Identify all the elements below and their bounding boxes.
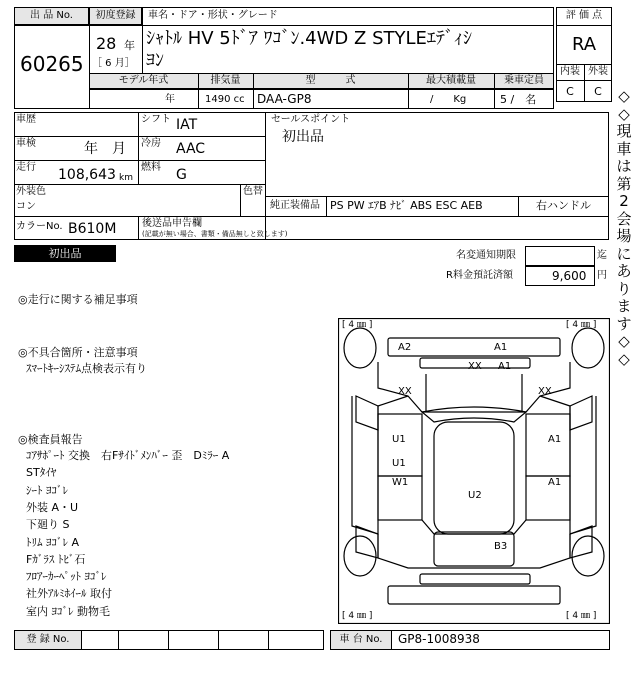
tire-front-left: [344, 328, 376, 368]
sales-point-value: 初出品: [282, 129, 324, 145]
fuel-value: G: [176, 167, 187, 183]
type-value: DAA-GP8: [257, 92, 312, 106]
tire-front-right-label: [ 4 ㎜ ]: [566, 320, 597, 330]
side-char: 車: [616, 139, 632, 158]
recycle-unit: 円: [597, 270, 607, 281]
name-change-label: 名変通知期限: [456, 250, 516, 261]
car-name-line1: ｼｬﾄﾙ HV 5ﾄﾞｱ ﾜｺﾞﾝ.4WD Z STYLEｴﾃﾞｨｼ: [146, 28, 472, 49]
ext-color-value: コン: [16, 201, 36, 212]
mileage-unit: km: [119, 173, 133, 183]
capacity: 5 / 名: [500, 93, 537, 106]
name-change-unit: 迄: [597, 250, 607, 261]
side-notice: [613, 88, 635, 368]
first-reg-year: 28: [96, 34, 117, 53]
mark-left-rear-door-1: U1: [392, 458, 406, 469]
inspector-title: ◎検査員報告: [18, 433, 83, 446]
driving-title: ◎走行に関する補足事項: [18, 293, 138, 306]
model-year-label: モデル年式: [118, 75, 169, 86]
rear-garnish: [420, 574, 530, 584]
equipment-label: 純正装備品: [270, 200, 320, 211]
mark-back: B3: [494, 541, 508, 552]
history-label: 車歴: [16, 114, 36, 125]
side-char: 場: [616, 227, 632, 245]
inspector-line: ﾌﾛｱｰｶｰﾍﾟｯﾄ ﾖｺﾞﾚ: [26, 570, 107, 584]
capacity-label: 乗車定員: [504, 75, 544, 86]
interior-score: C: [566, 85, 574, 98]
rear-bumper: [388, 586, 560, 604]
defects-title: ◎不具合箇所・注意事項: [18, 346, 138, 359]
mark-front-bumper-a1: A1: [494, 342, 508, 353]
max-load: / Kg: [430, 94, 467, 105]
year-unit: 年: [124, 39, 135, 52]
equipment-value: PS PW ｴｱB ﾅﾋﾞ ABS ESC AEB: [330, 199, 483, 212]
shift-label: シフト: [141, 114, 171, 125]
left-front-fender: [356, 396, 378, 430]
mileage-label: 走行: [16, 162, 36, 173]
color-no-label: カラーNo.: [16, 221, 63, 232]
inspector-line: Fｶﾞﾗｽ ﾄﾋﾞ石: [26, 552, 86, 566]
side-char: ◇: [618, 349, 630, 368]
tire-rear-left-label: [ 4 ㎜ ]: [342, 611, 373, 621]
rating-label: 評 価 点: [565, 10, 603, 21]
inspector-line: STﾀｲﾔ: [26, 466, 57, 480]
mark-bonnet-xx: XX: [468, 361, 482, 372]
lot-no: 60265: [20, 52, 84, 76]
displacement: 1490 cc: [205, 94, 245, 105]
exterior-score: C: [594, 85, 602, 98]
mark-roof: U2: [468, 490, 482, 501]
inspection-value: 年 月: [84, 141, 126, 157]
tire-front-right: [572, 328, 604, 368]
displacement-label: 排気量: [210, 75, 241, 86]
color-change-label: 色替: [243, 186, 263, 197]
rating-value: RA: [571, 34, 597, 55]
inspector-line: 外装 A・U: [26, 500, 79, 514]
right-front-fender: [570, 396, 592, 430]
first-reg-label: 初度登録: [95, 10, 136, 21]
roof: [434, 422, 514, 534]
mark-left-front-door: U1: [392, 434, 406, 445]
inspector-line: ﾄﾘﾑ ﾖｺﾞﾚ A: [26, 535, 80, 549]
inspector-line: 社外ｱﾙﾐﾎｲｰﾙ 取付: [26, 587, 112, 601]
chassis-no: GP8-1008938: [398, 632, 480, 646]
reg-no-label: 登 録 No.: [26, 634, 70, 645]
side-char: は: [616, 157, 632, 175]
chassis-label: 車 台 No.: [339, 634, 383, 645]
exterior-label: 外装: [588, 66, 608, 77]
mark-bonnet-a1: A1: [498, 361, 512, 372]
recycle-label: R料金預託済額: [446, 270, 513, 281]
tire-rear-right-label: [ 4 ㎜ ]: [566, 611, 597, 621]
mark-right-front-door: A1: [548, 434, 562, 445]
inspector-line: ｼｰﾄ ﾖｺﾞﾚ: [26, 483, 68, 497]
name-change-box: [525, 246, 595, 266]
car-name-line2: ﾖﾝ: [146, 50, 164, 71]
interior-label: 内装: [560, 66, 580, 77]
inspector-line: 室内 ﾖｺﾞﾚ 動物毛: [26, 604, 110, 618]
mark-left-rear-door-2: W1: [392, 477, 409, 488]
ac-label: 冷房: [141, 138, 161, 149]
car-diagram: [338, 318, 610, 624]
side-char: 現: [616, 122, 632, 140]
first-listing-text: 初出品: [48, 247, 82, 260]
bonnet-lines: [426, 374, 522, 412]
mark-right-rear-door: A1: [548, 477, 562, 488]
first-reg-month: ［ 6 月］: [92, 58, 135, 69]
defects-note: ｽﾏｰﾄｷｰｼｽﾃﾑ点検表示有り: [26, 362, 147, 375]
fender-lines: [378, 396, 570, 406]
rear-outline: [378, 534, 570, 568]
steering-value: 右ハンドル: [536, 199, 591, 212]
side-char: り: [616, 279, 632, 298]
max-load-label: 最大積載量: [426, 75, 476, 86]
side-char: 2: [619, 192, 629, 210]
mark-left-fender-xx: XX: [398, 386, 412, 397]
windscreen: [422, 407, 526, 422]
recycle-value: 9,600: [552, 269, 587, 283]
aftermarket-note: (記載が無い場合、書類・備品無しと致します): [142, 230, 288, 238]
side-char: に: [616, 244, 632, 263]
fuel-label: 燃料: [141, 162, 161, 173]
right-front-door: [526, 414, 570, 476]
side-char: ◇: [618, 87, 630, 105]
side-char: ま: [616, 297, 632, 315]
side-char: 第: [616, 174, 632, 193]
side-char: す: [616, 314, 632, 333]
side-char: ◇: [618, 332, 630, 350]
side-char: あ: [616, 262, 632, 280]
front-bumper: [388, 338, 560, 356]
lot-no-label: 出 品 No.: [30, 10, 73, 21]
mileage-value: 108,643: [58, 167, 116, 183]
car-name-label: 車名・ドア・形状・グレード: [148, 10, 278, 21]
inspector-line: 下廻り S: [26, 518, 70, 532]
color-no-value: B610M: [68, 221, 117, 237]
side-char: 会: [616, 209, 632, 228]
mark-front-bumper-a2: A2: [398, 342, 412, 353]
inspection-label: 車検: [16, 138, 36, 149]
side-char: ◇: [618, 104, 630, 123]
sales-point-label: セールスポイント: [271, 114, 351, 125]
mark-right-fender-xx: XX: [538, 386, 552, 397]
ac-value: AAC: [176, 141, 206, 157]
type-label: 型 式: [305, 75, 356, 86]
inspector-line: ｺｱｻﾎﾟｰﾄ 交換 右Fｻｲﾄﾞﾒﾝﾊﾞｰ 歪 Dﾐﾗｰ A: [26, 449, 230, 462]
ext-color-label: 外装色: [16, 186, 46, 197]
shift-value: IAT: [176, 117, 198, 133]
aftermarket-label: 後送品申告欄: [142, 218, 202, 229]
model-year-unit: 年: [165, 94, 175, 105]
tire-front-left-label: [ 4 ㎜ ]: [342, 320, 373, 330]
